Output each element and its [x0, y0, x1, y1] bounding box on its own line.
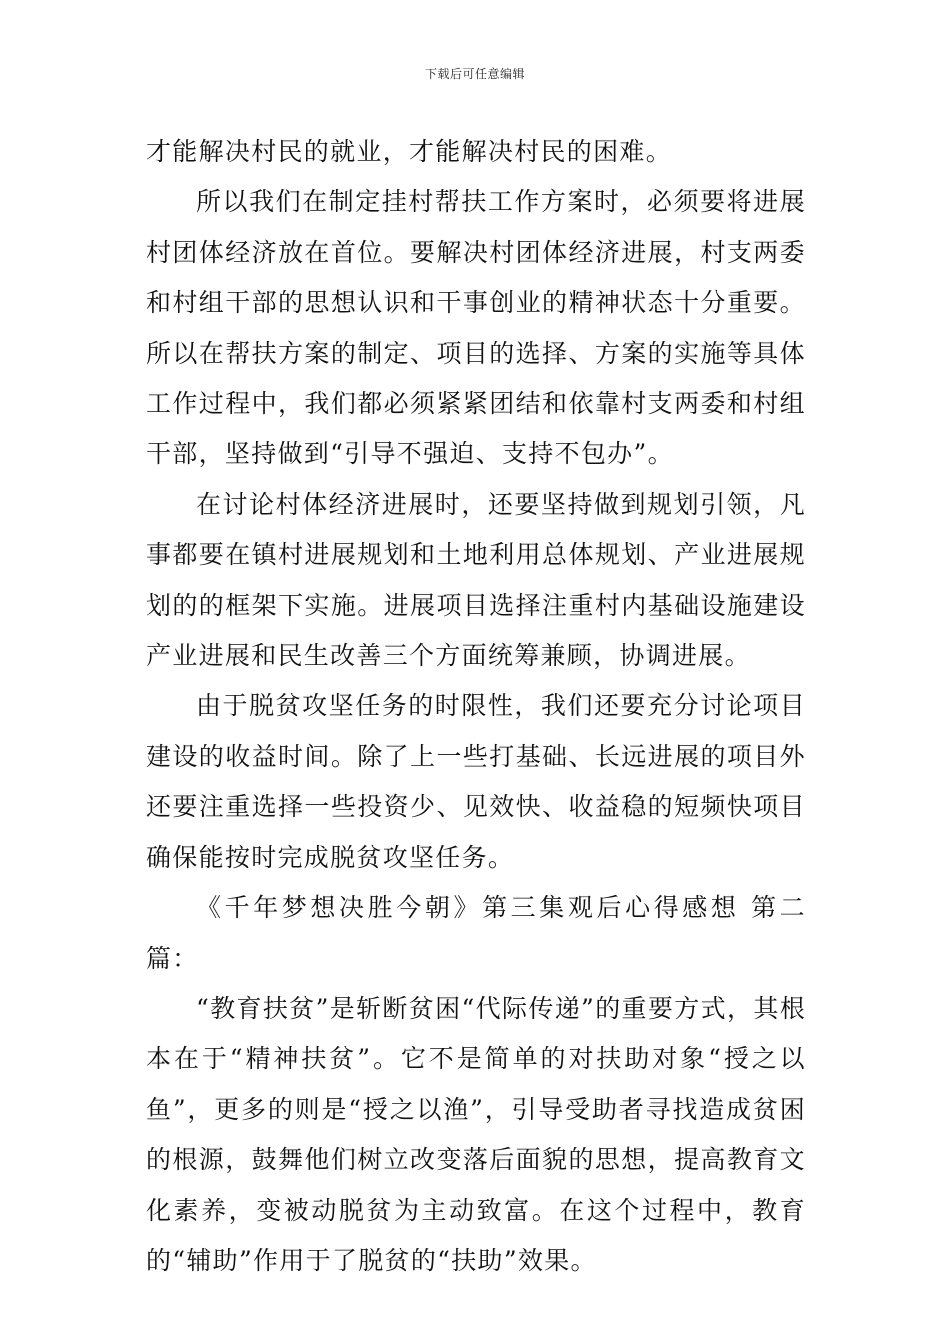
section-heading: 《千年梦想决胜今朝》第三集观后心得感想 第二篇： — [146, 893, 806, 973]
paragraph-1: 才能解决村民的就业，才能解决村民的困难。 — [146, 137, 673, 166]
paragraph-3: 在讨论村体经济进展时，还要坚持做到规划引领，凡事都要在镇村进展规划和土地利用总体规划、产业进展规划的的框架下实施。进展项目选择注重村内基础设施建设产业进展和民生改善三个方面统筹兼顾，协调进展。 — [146, 489, 806, 671]
paragraph-2: 所以我们在制定挂村帮扶工作方案时，必须要将进展村团体经济放在首位。要解决村团体经济进展，村支两委和村组干部的思想认识和干事创业的精神状态十分重要。所以在帮扶方案的制定、项目的选择、方案的实施等具体工作过程中，我们都必须紧紧团结和依靠村支两委和村组干部，坚持做到“引导不强迫、支持不包办”。 — [146, 187, 806, 469]
paragraph-5: “教育扶贫”是斩断贫困“代际传递”的重要方式，其根本在于“精神扶贫”。它不是简单的对扶助对象“授之以鱼”，更多的则是“授之以渔”，引导受助者寻找造成贫困的根源，鼓舞他们树立改变落后面貌的思想，提高教育文化素养，变被动脱贫为主动致富。在这个过程中，教育的“辅助”作用于了脱贫的“扶助”效果。 — [146, 993, 806, 1275]
page-header-note: 下载后可任意编辑 — [424, 67, 525, 81]
body-text — [146, 127, 806, 1286]
paragraph-4: 由于脱贫攻坚任务的时限性，我们还要充分讨论项目建设的收益时间。除了上一些打基础、长远进展的项目外还要注重选择一些投资少、见效快、收益稳的短频快项目确保能按时完成脱贫攻坚任务。 — [146, 691, 806, 872]
